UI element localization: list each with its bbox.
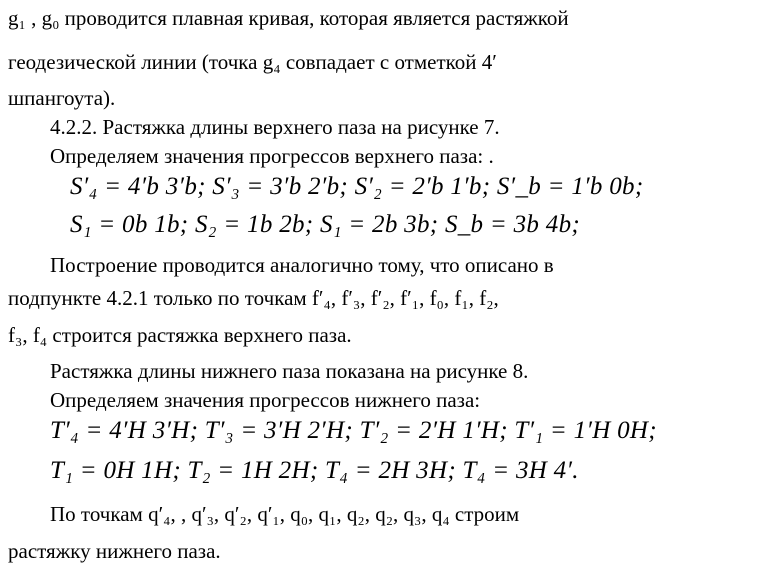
formula-upper: S₁ = 0b 1b; S₂ = 1b 2b; S₁ = 2b 3b; S_b = 3b 4b; [70, 211, 581, 238]
formula-upper-primes: S′₄ = 4′b 3′b; S′₃ = 3′b 2′b; S′₂ = 2′b 1′b; S′_b = 1′b 0b; [70, 173, 644, 200]
text-line-15: По точкам q′₄, , q′₃, q′₂, q′₁, q₀, q₁, q₂, q₂, q₃, q₄ строим [50, 502, 520, 526]
text-line-1: g₁ , g₀ проводится плавная кривая, которая является растяжкой [8, 6, 569, 30]
formula-lower-primes: T′₄ = 4′Н 3′Н; T′₃ = 3′Н 2′Н; T′₂ = 2′Н 1′Н; T′₁ = 1′Н 0Н; [50, 417, 657, 444]
text-line-3: шпангоута). [8, 86, 116, 110]
text-line-10: f₃, f₄ строится растяжка верхнего паза. [8, 323, 352, 347]
text-line-2: геодезической линии (точка g₄ совпадает с отметкой 4′ [8, 50, 497, 74]
section-heading-4-2-2: 4.2.2. Растяжка длины верхнего паза на рисунке 7. [50, 115, 500, 139]
text-line-8: Построение проводится аналогично тому, что описано в [50, 253, 554, 277]
text-line-16: растяжку нижнего паза. [8, 539, 221, 563]
text-line-12: Определяем значения прогрессов нижнего паза: [50, 388, 481, 412]
text-line-9: подпункте 4.2.1 только по точкам f′₄, f′₃, f′₂, f′₁, f₀, f₁, f₂, [8, 286, 499, 310]
text-line-5: Определяем значения прогрессов верхнего паза: . [50, 144, 494, 168]
formula-lower: T₁ = 0Н 1Н; T₂ = 1Н 2Н; T₄ = 2Н 3Н; T₄ = 3Н 4′. [50, 457, 579, 484]
text-line-11: Растяжка длины нижнего паза показана на рисунке 8. [50, 359, 529, 383]
